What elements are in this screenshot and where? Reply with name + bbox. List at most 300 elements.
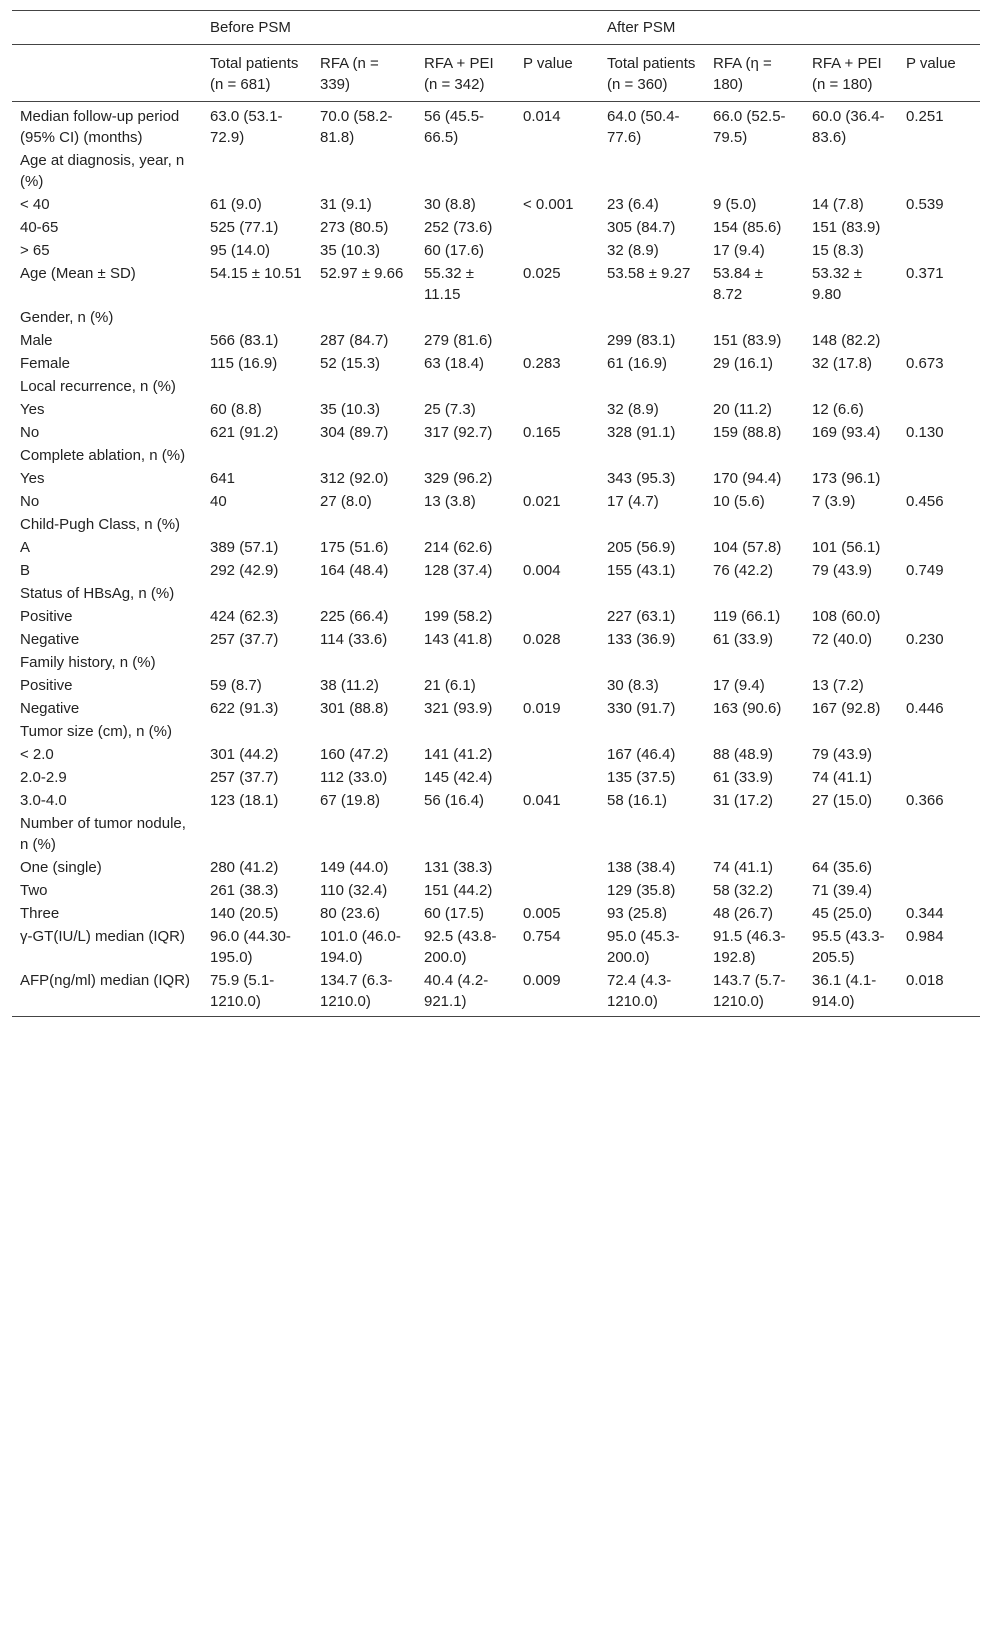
table-row xyxy=(12,743,980,766)
table-row xyxy=(12,513,980,536)
table-cell xyxy=(898,467,980,490)
table-cell: 225 (66.4) xyxy=(320,608,389,625)
table-cell: 13 (3.8) xyxy=(424,493,476,510)
table-cell: 0.028 xyxy=(523,631,561,648)
group-header-before: Before PSM xyxy=(202,11,599,45)
table-row xyxy=(12,193,980,216)
table-cell: 163 (90.6) xyxy=(713,700,782,717)
table-cell: 123 (18.1) xyxy=(210,792,279,809)
table-cell: 27 (8.0) xyxy=(320,493,372,510)
table-cell: 205 (56.9) xyxy=(607,539,676,556)
table-cell xyxy=(804,149,898,193)
table-cell: 0.539 xyxy=(906,196,944,213)
table-cell: 108 (60.0) xyxy=(812,608,881,625)
table-cell: 257 (37.7) xyxy=(210,769,279,786)
table-cell xyxy=(898,329,980,352)
table-cell xyxy=(898,879,980,902)
table-cell: 0.004 xyxy=(523,562,561,579)
table-row xyxy=(12,444,980,467)
table-cell xyxy=(202,306,312,329)
table-cell xyxy=(599,149,705,193)
row-label-cell: Positive xyxy=(20,677,73,694)
table-cell: 29 (16.1) xyxy=(713,355,774,372)
table-cell: 101.0 (46.0-194.0) xyxy=(320,928,401,966)
row-label-cell: Median follow-up period (95% CI) (months) xyxy=(20,108,180,146)
table-cell xyxy=(804,812,898,856)
table-body xyxy=(12,102,980,1017)
table-cell: 40.4 (4.2-921.1) xyxy=(416,969,515,1017)
table-cell xyxy=(898,766,980,789)
table-cell: 143 (41.8) xyxy=(424,631,493,648)
table-cell xyxy=(898,536,980,559)
table-cell: 56 (16.4) xyxy=(424,792,485,809)
table-cell: 135 (37.5) xyxy=(607,769,676,786)
column-header: RFA (η = 180) xyxy=(705,45,804,102)
table-cell: 167 (92.8) xyxy=(812,700,881,717)
table-cell: 128 (37.4) xyxy=(424,562,493,579)
table-cell: 60.0 (36.4-83.6) xyxy=(812,108,885,146)
table-cell: 621 (91.2) xyxy=(210,424,279,441)
table-cell: 25 (7.3) xyxy=(424,401,476,418)
table-cell xyxy=(515,879,599,902)
table-cell: 40 xyxy=(210,493,227,510)
table-cell xyxy=(416,812,515,856)
table-cell: 0.019 xyxy=(523,700,561,717)
table-cell xyxy=(705,513,804,536)
table-cell: 305 (84.7) xyxy=(607,219,676,236)
column-header: P value xyxy=(898,45,980,102)
table-cell xyxy=(599,375,705,398)
table-cell: 622 (91.3) xyxy=(210,700,279,717)
table-cell: 52.97 ± 9.66 xyxy=(320,265,404,282)
table-row xyxy=(12,559,980,582)
table-cell xyxy=(515,329,599,352)
table-cell xyxy=(804,513,898,536)
table-cell xyxy=(202,513,312,536)
row-label-cell: Tumor size (cm), n (%) xyxy=(20,723,172,740)
table-cell: 13 (7.2) xyxy=(812,677,864,694)
table-cell: 151 (44.2) xyxy=(424,882,493,899)
table-row xyxy=(12,697,980,720)
table-cell xyxy=(898,375,980,398)
table-cell: 0.014 xyxy=(523,108,561,125)
table-cell: 55.32 ± 11.15 xyxy=(424,265,474,303)
column-header: RFA (n = 339) xyxy=(312,45,416,102)
table-cell xyxy=(515,651,599,674)
table-row xyxy=(12,582,980,605)
table-cell: 301 (44.2) xyxy=(210,746,279,763)
table-cell xyxy=(312,582,416,605)
table-cell: 0.456 xyxy=(906,493,944,510)
row-label-cell: Number of tumor nodule, n (%) xyxy=(20,815,186,853)
row-label-cell: Family history, n (%) xyxy=(20,654,156,671)
table-cell: 45 (25.0) xyxy=(812,905,873,922)
table-cell: 0.984 xyxy=(906,928,944,945)
table-cell: 252 (73.6) xyxy=(424,219,493,236)
column-header xyxy=(12,45,202,102)
table-row xyxy=(12,216,980,239)
table-cell xyxy=(515,513,599,536)
table-cell xyxy=(202,651,312,674)
table-cell: 154 (85.6) xyxy=(713,219,782,236)
table-cell: 95 (14.0) xyxy=(210,242,271,259)
table-cell: 53.58 ± 9.27 xyxy=(607,265,691,282)
table-cell: 164 (48.4) xyxy=(320,562,389,579)
row-label-cell: One (single) xyxy=(20,859,102,876)
table-cell: 0.754 xyxy=(523,928,561,945)
table-cell: 60 (8.8) xyxy=(210,401,262,418)
table-cell: 141 (41.2) xyxy=(424,746,493,763)
table-container xyxy=(12,10,980,1017)
column-header-row xyxy=(12,45,980,102)
row-label-cell: Three xyxy=(20,905,60,922)
table-row xyxy=(12,467,980,490)
table-cell: 389 (57.1) xyxy=(210,539,279,556)
row-label-cell: B xyxy=(20,562,31,579)
table-cell xyxy=(804,651,898,674)
table-cell xyxy=(416,306,515,329)
row-label-cell: AFP(ng/ml) median (IQR) xyxy=(12,969,202,1017)
table-cell: 67 (19.8) xyxy=(320,792,381,809)
table-cell: 0.041 xyxy=(523,792,561,809)
table-cell: 93 (25.8) xyxy=(607,905,668,922)
table-cell: 301 (88.8) xyxy=(320,700,389,717)
table-cell: 273 (80.5) xyxy=(320,219,389,236)
table-cell xyxy=(515,398,599,421)
table-cell: 0.130 xyxy=(906,424,944,441)
table-cell: 63.0 (53.1-72.9) xyxy=(210,108,283,146)
table-cell xyxy=(898,743,980,766)
table-cell: 328 (91.1) xyxy=(607,424,676,441)
table-cell: 48 (26.7) xyxy=(713,905,774,922)
table-cell: 36.1 (4.1-914.0) xyxy=(804,969,898,1017)
table-cell xyxy=(599,306,705,329)
table-cell: 169 (93.4) xyxy=(812,424,881,441)
table-cell: 112 (33.0) xyxy=(320,769,388,786)
table-cell xyxy=(515,306,599,329)
table-cell xyxy=(202,375,312,398)
table-cell: 66.0 (52.5-79.5) xyxy=(713,108,786,146)
table-cell: 0.009 xyxy=(515,969,599,1017)
table-cell xyxy=(599,651,705,674)
table-cell: 0.251 xyxy=(906,108,944,125)
table-row xyxy=(12,902,980,925)
table-cell: < 0.001 xyxy=(523,196,574,213)
table-row xyxy=(12,789,980,812)
table-cell: 115 (16.9) xyxy=(210,355,278,372)
table-row xyxy=(12,651,980,674)
table-cell xyxy=(705,306,804,329)
table-row xyxy=(12,352,980,375)
table-cell xyxy=(599,720,705,743)
row-label-cell: 2.0-2.9 xyxy=(20,769,67,786)
table-cell xyxy=(705,149,804,193)
table-cell: 30 (8.8) xyxy=(424,196,476,213)
table-cell: 160 (47.2) xyxy=(320,746,389,763)
table-row xyxy=(12,239,980,262)
group-header-empty xyxy=(12,11,202,45)
table-cell: 32 (8.9) xyxy=(607,401,659,418)
table-cell: 159 (88.8) xyxy=(713,424,782,441)
table-cell xyxy=(898,513,980,536)
row-label-cell: > 65 xyxy=(20,242,50,259)
table-cell xyxy=(599,513,705,536)
table-cell: 129 (35.8) xyxy=(607,882,676,899)
table-cell xyxy=(515,536,599,559)
table-cell: 52 (15.3) xyxy=(320,355,381,372)
table-cell: 0.749 xyxy=(906,562,944,579)
table-cell: 131 (38.3) xyxy=(424,859,493,876)
table-cell: 60 (17.6) xyxy=(424,242,485,259)
table-cell xyxy=(312,812,416,856)
column-header: RFA + PEI (n = 342) xyxy=(416,45,515,102)
table-row xyxy=(12,329,980,352)
table-cell: 199 (58.2) xyxy=(424,608,493,625)
table-cell: 14 (7.8) xyxy=(812,196,864,213)
table-cell: 95.0 (45.3-200.0) xyxy=(607,928,680,966)
table-cell: 0.018 xyxy=(898,969,980,1017)
table-row xyxy=(12,490,980,513)
table-cell xyxy=(202,444,312,467)
table-row xyxy=(12,720,980,743)
table-cell xyxy=(312,513,416,536)
row-label-cell: Age (Mean ± SD) xyxy=(20,265,136,282)
table-cell: 30 (8.3) xyxy=(607,677,659,694)
table-row xyxy=(12,421,980,444)
table-cell: 74 (41.1) xyxy=(812,769,873,786)
table-row xyxy=(12,102,980,150)
row-label-cell: Two xyxy=(20,882,48,899)
table-cell xyxy=(312,720,416,743)
table-cell: 23 (6.4) xyxy=(607,196,659,213)
row-label-cell: Gender, n (%) xyxy=(20,309,114,326)
table-cell xyxy=(804,306,898,329)
column-header: Total patients (n = 360) xyxy=(599,45,705,102)
table-cell: 54.15 ± 10.51 xyxy=(210,265,302,282)
table-cell: 299 (83.1) xyxy=(607,332,676,349)
table-cell: 343 (95.3) xyxy=(607,470,676,487)
table-cell: 261 (38.3) xyxy=(210,882,279,899)
row-label-cell: 3.0-4.0 xyxy=(20,792,67,809)
table-cell xyxy=(312,375,416,398)
table-cell xyxy=(705,720,804,743)
psm-comparison-table xyxy=(12,10,980,1017)
table-cell: 72.4 (4.3-1210.0) xyxy=(599,969,705,1017)
table-cell xyxy=(202,582,312,605)
table-cell: 0.371 xyxy=(906,265,944,282)
table-cell xyxy=(705,444,804,467)
table-cell: 287 (84.7) xyxy=(320,332,389,349)
table-cell xyxy=(705,375,804,398)
table-cell: 330 (91.7) xyxy=(607,700,676,717)
table-cell: 149 (44.0) xyxy=(320,859,389,876)
column-header: Total patients (n = 681) xyxy=(202,45,312,102)
table-cell xyxy=(515,375,599,398)
table-cell: 424 (62.3) xyxy=(210,608,279,625)
table-cell xyxy=(804,582,898,605)
table-cell xyxy=(312,444,416,467)
table-cell: 32 (8.9) xyxy=(607,242,659,259)
table-cell: 257 (37.7) xyxy=(210,631,279,648)
table-cell xyxy=(312,149,416,193)
table-cell xyxy=(515,467,599,490)
table-cell: 280 (41.2) xyxy=(210,859,279,876)
table-cell: 0.021 xyxy=(523,493,561,510)
table-cell: 17 (9.4) xyxy=(713,242,765,259)
table-cell: 140 (20.5) xyxy=(210,905,279,922)
table-row xyxy=(12,812,980,856)
table-cell: 96.0 (44.30-195.0) xyxy=(210,928,291,966)
table-cell: 75.9 (5.1-1210.0) xyxy=(202,969,312,1017)
row-label-cell: No xyxy=(20,424,40,441)
table-cell: 321 (93.9) xyxy=(424,700,493,717)
table-cell xyxy=(202,812,312,856)
table-cell xyxy=(515,444,599,467)
table-cell: 17 (4.7) xyxy=(607,493,659,510)
table-cell: 0.283 xyxy=(523,355,561,372)
row-label-cell: Child-Pugh Class, n (%) xyxy=(20,516,181,533)
table-cell: 79 (43.9) xyxy=(812,746,873,763)
table-row xyxy=(12,262,980,306)
table-cell: 80 (23.6) xyxy=(320,905,381,922)
table-row xyxy=(12,536,980,559)
table-cell xyxy=(898,812,980,856)
table-cell xyxy=(804,375,898,398)
table-cell xyxy=(515,856,599,879)
table-cell: 74 (41.1) xyxy=(713,859,774,876)
table-cell xyxy=(416,582,515,605)
table-cell: 214 (62.6) xyxy=(424,539,493,556)
table-cell xyxy=(202,720,312,743)
table-cell: 329 (96.2) xyxy=(424,470,493,487)
table-cell xyxy=(898,720,980,743)
table-cell xyxy=(804,444,898,467)
table-cell: 151 (83.9) xyxy=(713,332,782,349)
table-cell: 0.025 xyxy=(523,265,561,282)
table-cell: 15 (8.3) xyxy=(812,242,864,259)
table-cell xyxy=(416,149,515,193)
table-cell xyxy=(515,216,599,239)
table-cell: 64.0 (50.4-77.6) xyxy=(607,108,680,146)
table-cell: 58 (32.2) xyxy=(713,882,774,899)
table-cell: 32 (17.8) xyxy=(812,355,873,372)
table-cell xyxy=(416,720,515,743)
row-label-cell: Male xyxy=(20,332,53,349)
row-label-cell: Status of HBsAg, n (%) xyxy=(20,585,175,602)
table-row xyxy=(12,628,980,651)
row-label-cell: Positive xyxy=(20,608,73,625)
table-row xyxy=(12,856,980,879)
table-cell: 31 (9.1) xyxy=(320,196,372,213)
table-cell: 61 (9.0) xyxy=(210,196,262,213)
table-cell: 79 (43.9) xyxy=(812,562,873,579)
table-cell: 21 (6.1) xyxy=(424,677,476,694)
table-cell: 114 (33.6) xyxy=(320,631,388,648)
table-cell: 0.165 xyxy=(523,424,561,441)
row-label-cell: Yes xyxy=(20,470,45,487)
table-cell xyxy=(898,216,980,239)
table-cell: 38 (11.2) xyxy=(320,677,379,694)
group-header-row xyxy=(12,11,980,45)
table-cell: 72 (40.0) xyxy=(812,631,873,648)
table-cell xyxy=(515,605,599,628)
table-cell: 304 (89.7) xyxy=(320,424,389,441)
row-label-cell: Negative xyxy=(20,700,80,717)
table-cell xyxy=(898,149,980,193)
table-cell: 63 (18.4) xyxy=(424,355,485,372)
group-header-after: After PSM xyxy=(599,11,980,45)
table-cell xyxy=(898,306,980,329)
table-cell: 17 (9.4) xyxy=(713,677,765,694)
table-row xyxy=(12,306,980,329)
table-row xyxy=(12,375,980,398)
table-cell: 227 (63.1) xyxy=(607,608,676,625)
table-cell xyxy=(898,398,980,421)
table-cell xyxy=(898,651,980,674)
table-cell: 110 (32.4) xyxy=(320,882,388,899)
table-cell xyxy=(898,444,980,467)
table-cell xyxy=(312,306,416,329)
table-cell: 151 (83.9) xyxy=(812,219,881,236)
table-cell: 10 (5.6) xyxy=(713,493,765,510)
table-cell: 59 (8.7) xyxy=(210,677,262,694)
table-cell xyxy=(898,582,980,605)
table-cell xyxy=(416,444,515,467)
table-cell: 60 (17.5) xyxy=(424,905,485,922)
table-cell: 148 (82.2) xyxy=(812,332,881,349)
table-cell: 61 (33.9) xyxy=(713,769,774,786)
table-cell: 155 (43.1) xyxy=(607,562,676,579)
row-label-cell: < 40 xyxy=(20,196,50,213)
table-cell: 134.7 (6.3-1210.0) xyxy=(312,969,416,1017)
table-cell xyxy=(898,856,980,879)
table-cell xyxy=(515,812,599,856)
table-cell: 9 (5.0) xyxy=(713,196,757,213)
table-cell: 31 (17.2) xyxy=(713,792,774,809)
table-cell: 91.5 (46.3-192.8) xyxy=(713,928,786,966)
table-cell: 143.7 (5.7-1210.0) xyxy=(705,969,804,1017)
table-cell: 312 (92.0) xyxy=(320,470,389,487)
row-label-cell: Age at diagnosis, year, n (%) xyxy=(20,152,185,190)
table-cell: 27 (15.0) xyxy=(812,792,873,809)
table-cell: 61 (33.9) xyxy=(713,631,774,648)
table-row xyxy=(12,879,980,902)
table-cell: 35 (10.3) xyxy=(320,242,381,259)
table-row xyxy=(12,969,980,1017)
table-cell: 56 (45.5-66.5) xyxy=(424,108,485,146)
table-cell: 167 (46.4) xyxy=(607,746,676,763)
table-cell xyxy=(705,812,804,856)
table-cell xyxy=(416,651,515,674)
row-label-cell: γ-GT(IU/L) median (IQR) xyxy=(20,928,186,945)
table-cell xyxy=(416,513,515,536)
table-cell: 92.5 (43.8-200.0) xyxy=(424,928,497,966)
table-cell: 0.230 xyxy=(906,631,944,648)
table-cell: 173 (96.1) xyxy=(812,470,881,487)
table-cell xyxy=(898,605,980,628)
table-cell: 76 (42.2) xyxy=(713,562,774,579)
table-row xyxy=(12,149,980,193)
table-cell: 53.84 ± 8.72 xyxy=(713,265,763,303)
row-label-cell: Local recurrence, n (%) xyxy=(20,378,176,395)
table-cell xyxy=(599,582,705,605)
table-cell xyxy=(705,582,804,605)
table-cell: 279 (81.6) xyxy=(424,332,493,349)
table-cell: 0.366 xyxy=(906,792,944,809)
column-header: P value xyxy=(515,45,599,102)
row-label-cell: Yes xyxy=(20,401,45,418)
table-cell: 145 (42.4) xyxy=(424,769,493,786)
